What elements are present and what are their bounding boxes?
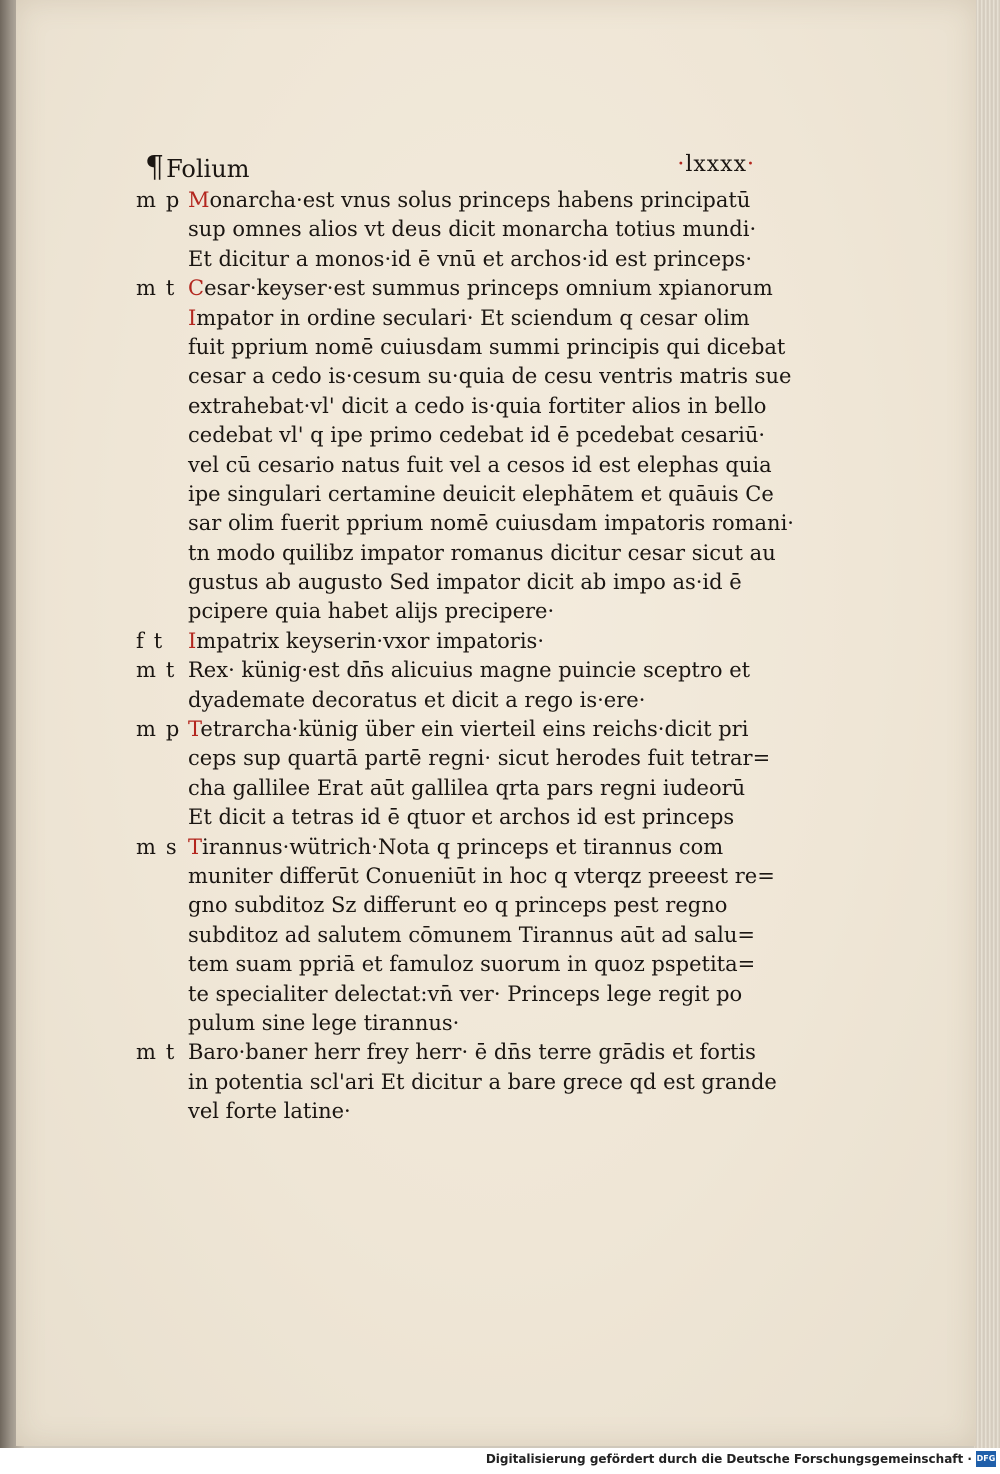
entry-text-line: [136, 333, 786, 362]
grammar-tags: [136, 1038, 188, 1067]
line-text: onarcha·est vnus solus princeps habens principatū: [209, 188, 751, 212]
grammar-tag: m: [136, 834, 156, 859]
line-text: ipe singulari certamine deuicit elephātem et quāuis Ce: [188, 481, 774, 506]
grammar-tag: t: [165, 1040, 175, 1065]
line-text: cesar a cedo is·cesum su·quia de cesu ventris matris sue: [188, 364, 792, 389]
rubricated-initial: C: [188, 276, 205, 301]
line-text: sup omnes alios vt deus dicit monarcha totius mundi·: [188, 217, 757, 242]
entry-text-line: [136, 891, 756, 920]
entry-text-line: [136, 539, 776, 568]
rubricated-initial: I: [188, 628, 197, 653]
entry-text-line: [136, 774, 756, 803]
line-text: irannus·wütrich·Nota q princeps et tirannus com: [202, 834, 724, 859]
grammar-tag: t: [165, 276, 175, 301]
entry-text-line: [136, 950, 756, 979]
rubric-dot: ·: [747, 152, 755, 177]
entry-text-line: [136, 1009, 756, 1038]
glossary-entry: [136, 656, 756, 715]
line-text: tn modo quilibz impator romanus dicitur cesar sicut au: [188, 540, 776, 565]
glossary-entry: [136, 186, 756, 274]
grammar-tag: p: [165, 717, 180, 742]
grammar-tag: m: [136, 1040, 156, 1065]
entry-text-line: [136, 597, 756, 626]
entry-text-line: [136, 1068, 777, 1097]
entry-text-line: [136, 480, 774, 509]
entry-text-line: [136, 392, 767, 421]
grammar-tag: t: [165, 658, 175, 683]
grammar-tags: [136, 656, 188, 685]
line-text: fuit pprium nomē cuiusdam summi principis qui dicebat: [188, 334, 786, 359]
line-text: Baro·baner herr frey herr· ē dn̄s terre grādis et fortis: [188, 1040, 756, 1065]
rubricated-initial: T: [188, 717, 201, 742]
entry-text-line: [136, 451, 772, 480]
grammar-tag: m: [136, 188, 156, 212]
entry-text-line: [136, 509, 794, 538]
entry-headline: [136, 656, 756, 685]
entry-text-line: [136, 1097, 756, 1126]
line-text: tem suam ppriā et famuloz suorum in quoz pspetita=: [188, 952, 756, 977]
line-text: esar·keyser·est summus princeps omnium xpianorum: [204, 276, 773, 301]
glossary-entry: [136, 627, 756, 656]
entry-headline: [136, 274, 773, 303]
rubric-dot: ·: [677, 152, 686, 177]
entry-text-line: [136, 245, 756, 274]
folio-label: ¶Folium: [145, 150, 250, 185]
line-text: mpatrix keyserin·vxor impatoris·: [196, 628, 545, 653]
entry-text-line: [136, 304, 756, 333]
grammar-tag: p: [165, 188, 180, 212]
funding-credit: Digitalisierung gefördert durch die Deutsche Forschungsgemeinschaft ·: [485, 1452, 972, 1466]
rubricated-initial: I: [188, 305, 197, 330]
grammar-tag: t: [153, 628, 163, 653]
entry-headline: [136, 833, 756, 862]
entry-headline: [136, 627, 756, 656]
line-text: Et dicitur a monos·id ē vnū et archos·id est princeps·: [188, 246, 753, 271]
glossary-entry: [136, 1038, 777, 1126]
line-text: gno subditoz Sz differunt eo q princeps pest regno: [188, 893, 728, 918]
glossary-entry: [136, 274, 794, 627]
page-stack-edge: [974, 0, 1000, 1448]
line-text: vel forte latine·: [188, 1099, 351, 1124]
entry-text-line: [136, 744, 771, 773]
dfg-logo: DFG: [976, 1451, 996, 1467]
line-text: extrahebat·vl' dicit a cedo is·quia fortiter alios in bello: [188, 393, 767, 418]
entry-headline: [136, 715, 756, 744]
line-text: vel cū cesario natus fuit vel a cesos id est elephas quia: [188, 452, 772, 477]
line-text: sar olim fuerit pprium nomē cuiusdam impatoris romani·: [188, 511, 794, 536]
grammar-tag: f: [136, 628, 144, 653]
grammar-tags: [136, 627, 188, 656]
glossary-entry: [136, 833, 775, 1039]
entry-text-line: [136, 686, 756, 715]
entry-text-line: [136, 921, 756, 950]
entry-text-line: [136, 421, 766, 450]
grammar-tags: [136, 186, 188, 215]
entry-text-line: [136, 803, 756, 832]
line-text: cedebat vl' q ipe primo cedebat id ē pcedebat cesariū·: [188, 423, 766, 448]
grammar-tags: [136, 274, 188, 303]
line-text: Et dicit a tetras id ē qtuor et archos id est princeps: [188, 805, 735, 830]
entry-text-line: [136, 568, 756, 597]
entry-text-line: [136, 362, 792, 391]
paragraph-mark-icon: ¶: [145, 150, 165, 185]
grammar-tag: m: [136, 658, 156, 683]
glossary-entry: [136, 715, 771, 833]
grammar-tags: [136, 715, 188, 744]
entry-text-line: [136, 980, 756, 1009]
line-text: in potentia scl'ari Et dicitur a bare grece qd est grande: [188, 1069, 777, 1094]
glossary-entries: [136, 186, 794, 1127]
line-text: mpator in ordine seculari· Et sciendum q cesar olim: [196, 305, 750, 330]
line-text: te specialiter delectat:vn̄ ver· Princeps lege regit po: [188, 981, 743, 1006]
line-text: subditoz ad salutem cōmunem Tirannus aūt ad salu=: [188, 922, 755, 947]
folio-number: ·lxxxx·: [677, 152, 755, 177]
line-text: etrarcha·künig über ein vierteil eins reichs·dicit pri: [200, 717, 749, 742]
rubricated-initial: T: [188, 834, 203, 859]
grammar-tags: [136, 833, 188, 862]
line-text: Rex· künig·est dn̄s alicuius magne puincie sceptro et: [188, 658, 751, 683]
line-text: pcipere quia habet alijs precipere·: [188, 599, 555, 624]
line-text: gustus ab augusto Sed impator dicit ab impo as·id ē: [188, 570, 742, 595]
grammar-tag: m: [136, 717, 156, 742]
entry-text-line: [136, 862, 775, 891]
line-text: pulum sine lege tirannus·: [188, 1010, 460, 1035]
page-header: [145, 150, 755, 186]
grammar-tag: s: [165, 834, 177, 859]
line-text: cha gallilee Erat aūt gallilea qrta pars regni iudeorū: [188, 775, 746, 800]
grammar-tag: m: [136, 276, 156, 301]
line-text: ceps sup quartā partē regni· sicut herodes fuit tetrar=: [188, 746, 771, 771]
line-text: dyademate decoratus et dicit a rego is·ere·: [188, 687, 646, 712]
entry-headline: [136, 186, 756, 215]
entry-headline: [136, 1038, 756, 1067]
rubricated-initial: M: [188, 188, 210, 212]
entry-text-line: [136, 215, 756, 244]
line-text: muniter differūt Conueniūt in hoc q vterqz preeest re=: [188, 863, 775, 888]
